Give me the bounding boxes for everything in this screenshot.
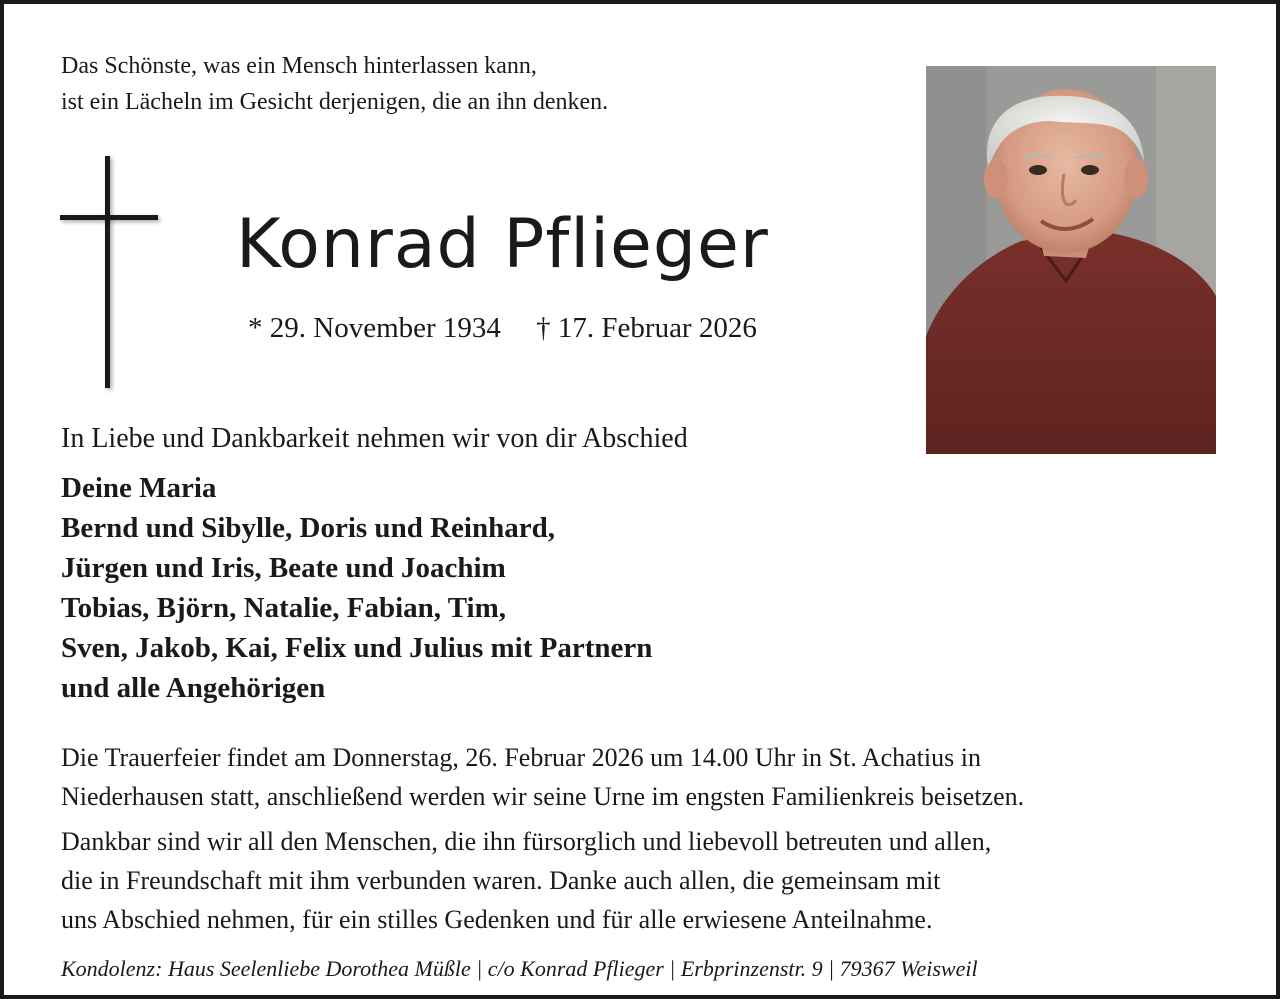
deceased-name: Konrad Pflieger — [236, 205, 769, 284]
thanks-line: Dankbar sind wir all den Menschen, die ihn fürsorglich und liebevoll betreuten und allen, — [61, 827, 992, 856]
memorial-quote — [61, 48, 608, 120]
mourner-line: Jürgen und Iris, Beate und Joachim — [61, 552, 506, 584]
quote-line-1: Das Schönste, was ein Mensch hinterlassen kann, — [61, 53, 537, 79]
mourners-list — [61, 468, 652, 708]
thanks-notice — [61, 822, 991, 939]
thanks-line: uns Abschied nehmen, für ein stilles Gedenken und für alle erwiesene Anteilnahme. — [61, 905, 933, 934]
farewell-line: In Liebe und Dankbarkeit nehmen wir von dir Abschied — [61, 423, 688, 454]
service-line: Niederhausen statt, anschließend werden wir seine Urne im engsten Familienkreis beisetzen. — [61, 782, 1025, 811]
thanks-line: die in Freundschaft mit ihm verbunden waren. Danke auch allen, die gemeinsam mit — [61, 866, 941, 895]
quote-line-2: ist ein Lächeln im Gesicht derjenigen, die an ihn denken. — [61, 89, 609, 115]
mourner-line: Bernd und Sibylle, Doris und Reinhard, — [61, 512, 555, 544]
portrait-photo — [926, 66, 1216, 454]
condolence-address: Kondolenz: Haus Seelenliebe Dorothea Müßle | c/o Konrad Pflieger | Erbprinzenstr. 9 | 79367 Weisweil — [61, 956, 978, 981]
mourner-line: Sven, Jakob, Kai, Felix und Julius mit Partnern — [61, 632, 653, 664]
service-notice — [61, 738, 1024, 816]
life-dates — [248, 308, 785, 348]
mourner-line: und alle Angehörigen — [61, 672, 326, 704]
mourner-line: Deine Maria — [61, 472, 217, 504]
service-line: Die Trauerfeier findet am Donnerstag, 26. Februar 2026 um 14.00 Uhr in St. Achatius in — [61, 743, 981, 772]
birth-date: * 29. November 1934 — [248, 312, 501, 344]
mourner-line: Tobias, Björn, Natalie, Fabian, Tim, — [61, 592, 507, 624]
death-date: † 17. Februar 2026 — [536, 312, 757, 344]
cross-icon — [60, 156, 160, 388]
